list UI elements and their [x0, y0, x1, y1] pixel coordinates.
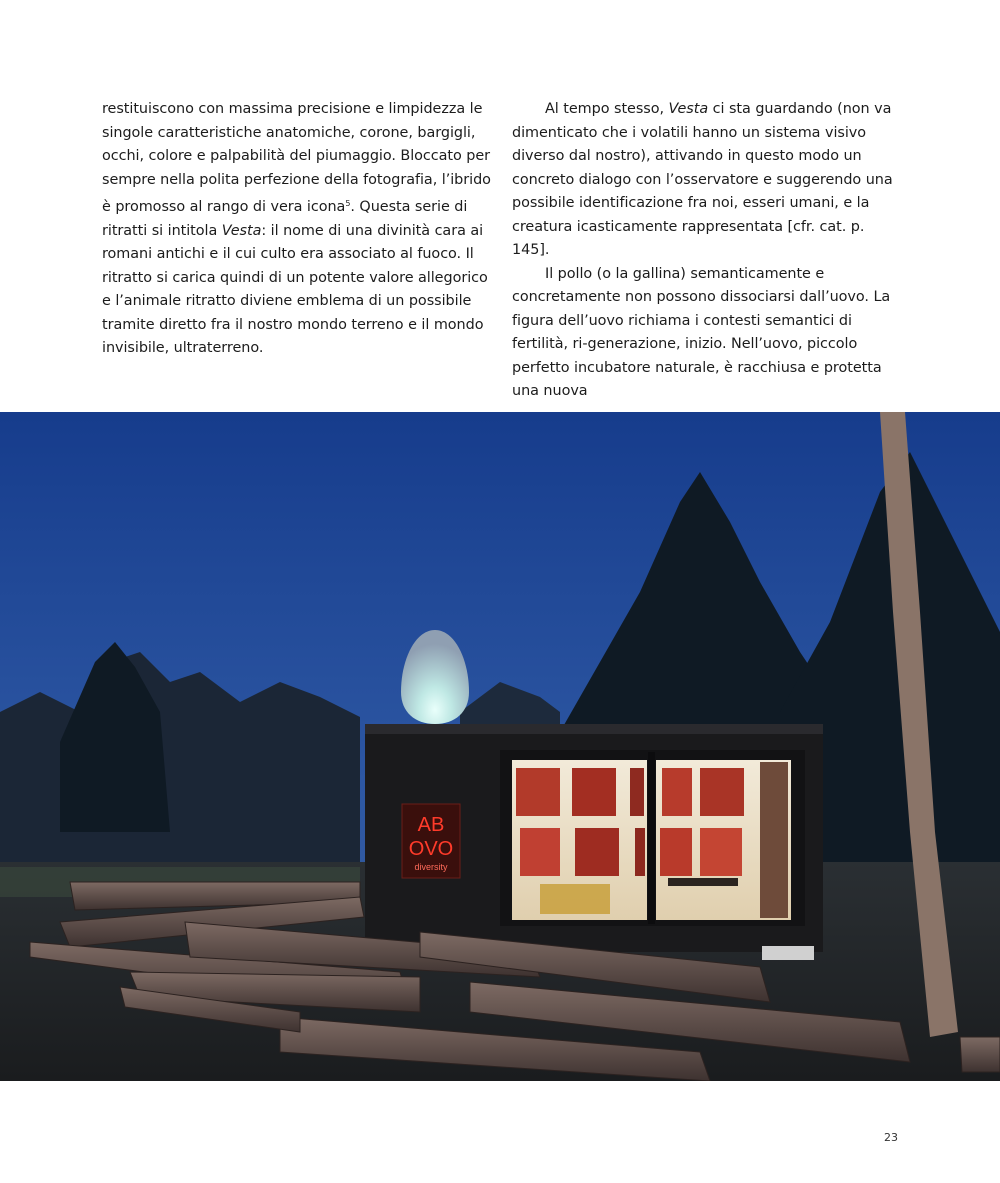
text-column-left	[102, 98, 492, 361]
text-run: Al tempo stesso,	[545, 101, 669, 117]
table	[668, 878, 738, 886]
text-column-right	[512, 98, 902, 404]
page-number: 23	[884, 1131, 898, 1144]
bookshelf	[760, 762, 788, 918]
neon-line-2: OVO	[408, 838, 454, 860]
text-run: ci sta guardando (non va dimenticato che i volatili hanno un sistema visivo diverso dal nostro), attivando in questo modo un concreto dialogo con l’osservatore e suggerendo una possibile identificazione fra noi, esseri umani, e la creatura icasticamente rappresentata [cfr. cat. p. 145].	[512, 101, 893, 258]
series-title: Vesta	[668, 101, 709, 117]
armchairs	[540, 884, 610, 914]
paragraph: Il pollo (o la gallina) semanticamente e concretamente non possono dissociarsi dall’uovo. La figura dell’uovo richiama i contesti semantici di fertilità, ri-generazione, inizio. Nell’uovo, piccolo perfetto incubatore naturale, è racchiusa e protetta una nuova	[512, 265, 891, 399]
neon-line-1: AB	[417, 814, 445, 836]
step	[762, 946, 814, 960]
text-run: . Questa serie di ritratti si intitola	[102, 199, 468, 239]
paragraph	[512, 98, 902, 263]
series-title: Vesta	[221, 222, 262, 239]
text-run: restituiscono con massima precisione e limpidezza le singole caratteristiche anatomiche, corone, bargigli, occhi, colore e palpabilità del piumaggio. Bloccato per sempre nella polita perfezione della fotografia, l’ibrido è promosso al rango di vera icona	[102, 101, 491, 215]
neon-line-3: diversity	[414, 862, 448, 872]
footnote-ref[interactable]: 5	[345, 199, 351, 208]
text-run: : il nome di una divinità cara ai romani antichi e il cui culto era associato al fuoco. Il ritratto si carica quindi di un potente valore allegorico e l’animale ritratto diviene emblema di un possibile tramite diretto fra il nostro mondo terreno e il mondo invisibile, ultraterreno.	[102, 222, 488, 356]
neon-sign	[402, 804, 460, 878]
paragraph	[102, 98, 492, 361]
installation-photo	[0, 412, 1000, 1081]
